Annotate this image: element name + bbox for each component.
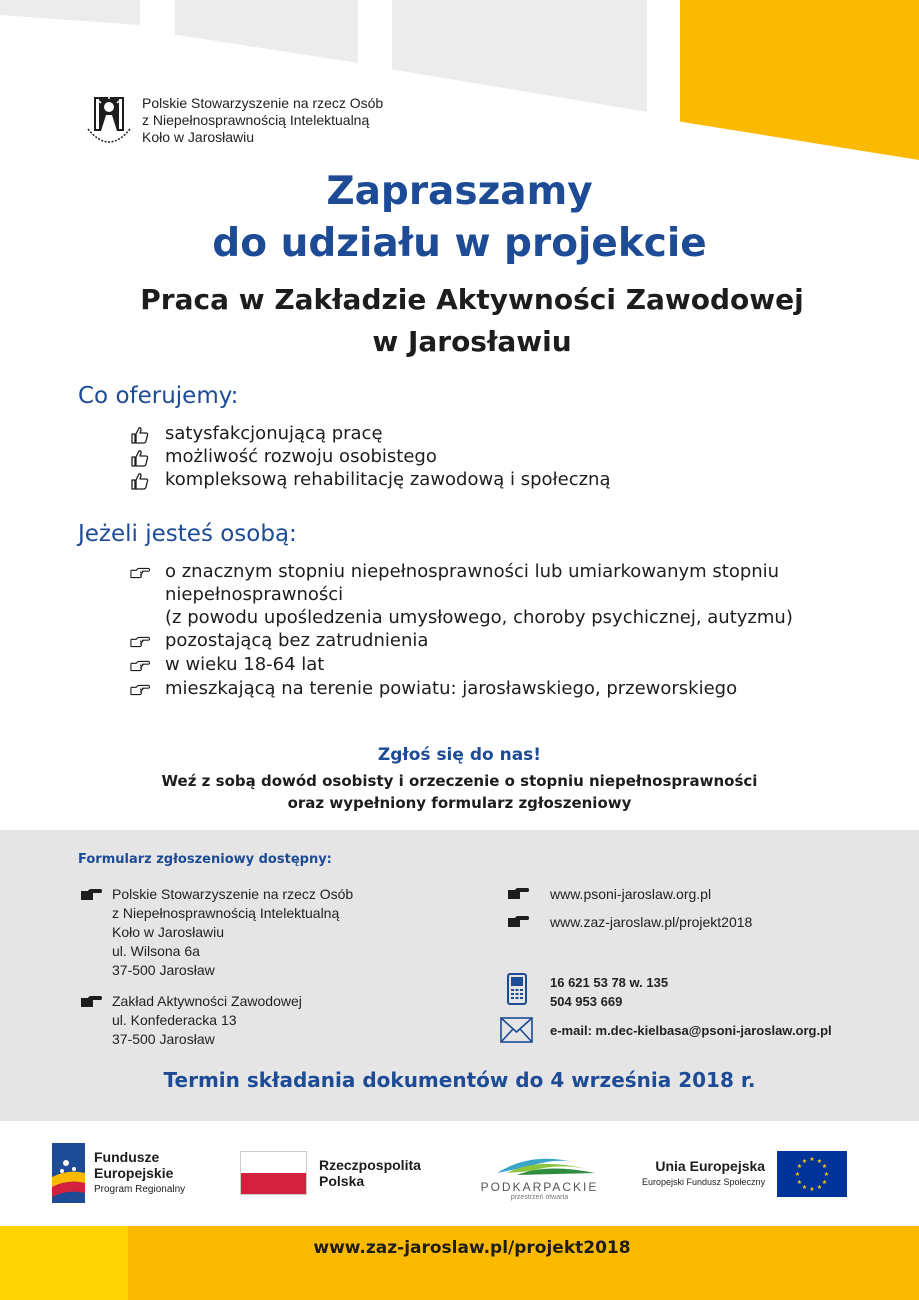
phone-icon	[507, 973, 527, 1005]
list-item	[130, 469, 610, 492]
offer-item-text: możliwość rozwoju osobistego	[165, 446, 437, 467]
website-item	[507, 886, 711, 902]
envelope-icon	[500, 1017, 533, 1043]
headline-line-2: do udziału w projekcie	[212, 221, 707, 266]
fe-subtitle: Program Regionalny	[94, 1184, 186, 1195]
svg-text:★: ★	[816, 1158, 823, 1165]
address-line: Zakład Aktywności Zawodowej	[112, 993, 302, 1009]
pointing-hand-icon	[130, 655, 150, 677]
eligibility-list	[130, 560, 793, 701]
pointing-hand-icon	[80, 888, 102, 902]
eligibility-item-text: (z powodu upośledzenia umysłowego, choroby psychicznej, autyzmu)	[165, 607, 793, 628]
svg-text:★: ★	[809, 1186, 815, 1193]
cta-title: Zgłoś się do nas!	[377, 745, 542, 765]
rp-name-line: Polska	[319, 1173, 365, 1189]
organization-name-line: z Niepełnosprawnością Intelektualną	[142, 112, 370, 128]
svg-text:★: ★	[796, 1163, 803, 1170]
address-block	[80, 992, 302, 1049]
email-link[interactable]: e-mail: m.dec-kielbasa@psoni-jaroslaw.org.pl	[550, 1022, 832, 1038]
eu-flag-icon	[777, 1151, 847, 1197]
offer-heading: Co oferujemy:	[78, 383, 239, 409]
svg-text:★: ★	[794, 1171, 801, 1178]
address-line: ul. Konfederacka 13	[112, 1012, 237, 1028]
decorative-shape-yellow	[680, 0, 919, 160]
podkarpackie-tagline: przestrzeń otwarta	[510, 1194, 569, 1201]
pointing-hand-icon	[130, 679, 150, 701]
eligibility-item-text: pozostającą bez zatrudnienia	[165, 630, 429, 651]
eligibility-item-text: mieszkającą na terenie powiatu: jarosławskiego, przeworskiego	[165, 678, 738, 699]
offer-item-text: kompleksową rehabilitację zawodową i społeczną	[165, 469, 611, 490]
eu-subtitle: Europejski Fundusz Społeczny	[642, 1177, 766, 1187]
email-block	[500, 1017, 832, 1043]
svg-text:★: ★	[816, 1184, 823, 1191]
offer-item-text: satysfakcjonującą pracę	[165, 423, 383, 444]
podkarpackie-logo	[477, 1149, 602, 1201]
fundusze-europejskie-icon	[52, 1143, 85, 1203]
rp-name-line: Rzeczpospolita	[319, 1157, 421, 1173]
fe-name-line: Europejskie	[94, 1165, 174, 1181]
pointing-hand-icon	[130, 562, 150, 584]
fe-name-line: Fundusze	[94, 1149, 160, 1165]
headline-line-1: Zapraszamy	[326, 169, 593, 214]
sponsor-logos	[0, 1121, 919, 1226]
svg-text:★: ★	[821, 1179, 828, 1186]
pointing-hand-icon	[130, 631, 150, 653]
project-title-line-1: Praca w Zakładzie Aktywności Zawodowej	[140, 283, 804, 316]
unia-europejska-logo	[642, 1151, 847, 1197]
podkarpackie-mountains-icon	[477, 1149, 602, 1175]
phone-block	[507, 973, 668, 1011]
eligibility-heading: Jeżeli jesteś osobą:	[78, 521, 297, 547]
organization-header	[84, 95, 383, 157]
svg-text:★: ★	[809, 1156, 815, 1163]
organization-name-line: Polskie Stowarzyszenie na rzecz Osób	[142, 95, 384, 111]
list-item	[130, 653, 793, 677]
offer-list	[130, 423, 610, 492]
address-line: 37-500 Jarosław	[112, 1031, 215, 1047]
phone-number[interactable]: 16 621 53 78 w. 135	[550, 975, 669, 990]
organization-name-line: Koło w Jarosławiu	[142, 129, 255, 145]
footer-bar	[0, 1226, 919, 1300]
eligibility-item-text: w wieku 18-64 lat	[165, 654, 325, 675]
polish-flag-icon	[240, 1151, 307, 1195]
cta-line: oraz wypełniony formularz zgłoszeniowy	[287, 794, 632, 812]
project-title-line-2: w Jarosławiu	[372, 325, 572, 358]
website-link[interactable]: www.zaz-jaroslaw.pl/projekt2018	[550, 914, 753, 930]
address-block	[80, 885, 353, 980]
decorative-shape	[175, 0, 358, 63]
pointing-hand-icon	[80, 995, 102, 1009]
form-availability-heading: Formularz zgłoszeniowy dostępny:	[78, 852, 332, 867]
thumbs-up-icon	[130, 470, 150, 492]
list-item	[130, 629, 793, 653]
svg-text:★: ★	[801, 1184, 808, 1191]
address-line: z Niepełnosprawnością Intelektualną	[112, 905, 340, 921]
decorative-shape	[0, 0, 140, 25]
list-item	[130, 423, 610, 446]
thumbs-up-icon	[130, 424, 150, 446]
rzeczpospolita-polska-logo	[240, 1151, 421, 1195]
fundusze-europejskie-logo	[52, 1143, 185, 1203]
svg-text:★: ★	[821, 1163, 828, 1170]
decorative-shape	[392, 0, 647, 112]
website-link[interactable]: www.psoni-jaroslaw.org.pl	[550, 886, 712, 902]
thumbs-up-icon	[130, 447, 150, 469]
pointing-hand-icon	[507, 915, 529, 929]
address-line: Koło w Jarosławiu	[112, 924, 225, 940]
address-line: Polskie Stowarzyszenie na rzecz Osób	[112, 886, 354, 902]
phone-number[interactable]: 504 953 669	[550, 994, 623, 1009]
eligibility-item-text: o znacznym stopniu niepełnosprawności lub umiarkowanym stopniu	[165, 561, 780, 582]
eu-name: Unia Europejska	[655, 1158, 766, 1174]
list-item	[130, 677, 793, 701]
address-line: ul. Wilsona 6a	[112, 943, 200, 959]
deadline-text: Termin składania dokumentów do 4 września 2018 r.	[163, 1068, 756, 1092]
organization-logo-icon	[84, 95, 134, 157]
cta-line: Weź z sobą dowód osobisty i orzeczenie o stopniu niepełnosprawności	[161, 772, 758, 790]
svg-text:★: ★	[796, 1179, 803, 1186]
svg-text:★: ★	[801, 1158, 808, 1165]
pointing-hand-icon	[507, 887, 529, 901]
footer-url[interactable]: www.zaz-jaroslaw.pl/projekt2018	[313, 1238, 631, 1258]
list-item	[130, 560, 793, 629]
eligibility-item-text: niepełnosprawności	[165, 584, 344, 605]
svg-text:★: ★	[823, 1171, 830, 1178]
podkarpackie-name: PODKARPACKIE	[480, 1180, 599, 1194]
website-item	[507, 914, 752, 930]
form-info-panel	[0, 830, 919, 1121]
list-item	[130, 446, 610, 469]
address-line: 37-500 Jarosław	[112, 962, 215, 978]
